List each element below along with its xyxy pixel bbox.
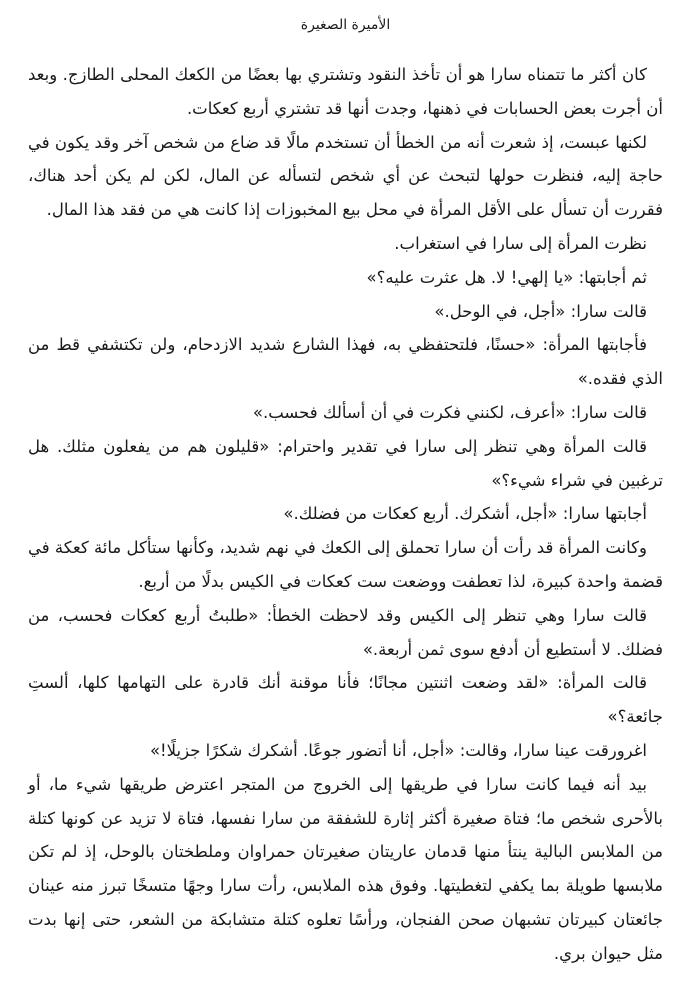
paragraph: وكانت المرأة قد رأت أن سارا تحملق إلى الكعك في نهم شديد، وكأنها ستأكل مائة كعكة في قضمة واحدة كبيرة، لذا تعطفت ووضعت ست كعكات في الكيس بدلًا من أربع. (28, 538, 663, 591)
paragraph: ثم أجابتها: «يا إلهي! لا. هل عثرت عليه؟» (366, 267, 647, 287)
paragraph: قالت المرأة وهي تنظر إلى سارا في تقدير واحترام: «قليلون هم من يفعلون مثلك. هل ترغبين في شراء شيء؟» (28, 436, 663, 490)
paragraph: بيد أنه فيما كانت سارا في طريقها إلى الخروج من المتجر اعترض طريقها شيء ما، أو بالأحرى شخص ما؛ فتاة صغيرة أكثر إثارة للشفقة من سارا نفسها، فتاة لا تزيد عن كونها كتلة من الملابس البالية ينتأ منها قدمان عاريتان صغيرتان حمراوان وملطختان بالوحل، إذ لم تكن ملابسها طويلة بما يكفي لتغطيتها. وفوق هذه الملابس، رأت سارا وجهًا متسخًا تبرز منه عينان جائعتان كبيرتان تشبهان صحن الفنجان، ورأسًا تعلوه كتلة متشابكة من الشعر، حتى إنها بدت مثل حيوان بري. (28, 774, 663, 963)
paragraph: أجابتها سارا: «أجل، أشكرك. أربع كعكات من فضلك.» (283, 504, 647, 524)
page-header-title: الأميرة الصغيرة (300, 17, 391, 33)
paragraph: قالت سارا: «أعرف، لكنني فكرت في أن أسألك فحسب.» (252, 402, 647, 422)
paragraph: كان أكثر ما تتمناه سارا هو أن تأخذ النقود وتشتري بها بعضًا من الكعك المحلى الطازج. وبعد أن أجرت بعض الحسابات في ذهنها، وجدت أنها قد تشتري أربع كعكات. (28, 65, 663, 118)
paragraph: قالت سارا وهي تنظر إلى الكيس وقد لاحظت الخطأ: «طلبتُ أربع كعكات فحسب، من فضلك. لا أستطيع أن أدفع سوى ثمن أربعة.» (28, 605, 663, 659)
paragraph: فأجابتها المرأة: «حسنًا، فلتحتفظي به، فهذا الشارع شديد الازدحام، ولن تكتشفي قط من الذي فقده.» (28, 335, 663, 389)
paragraph: لكنها عبست، إذ شعرت أنه من الخطأ أن تستخدم مالًا قد ضاع من شخص آخر وقد يكون في حاجة إليه، فنظرت حولها لتبحث عن أي شخص لتسأله عن المال، لكن لم يكن أحد هناك، فقررت أن تسأل على الأقل المرأة في محل بيع المخبوزات إذا كانت هي من فقد هذا المال. (28, 132, 663, 220)
paragraph: قالت المرأة: «لقد وضعت اثنتين مجانًا؛ فأنا موقنة أنك قادرة على التهامها كلها، ألستِ جائعة؟» (28, 673, 663, 727)
body-text (28, 58, 663, 971)
paragraph: نظرت المرأة إلى سارا في استغراب. (394, 233, 647, 253)
paragraph: اغرورقت عينا سارا، وقالت: «أجل، أنا أتضور جوعًا. أشكرك شكرًا جزيلًا!» (149, 740, 647, 760)
paragraph: قالت سارا: «أجل، في الوحل.» (434, 301, 647, 321)
